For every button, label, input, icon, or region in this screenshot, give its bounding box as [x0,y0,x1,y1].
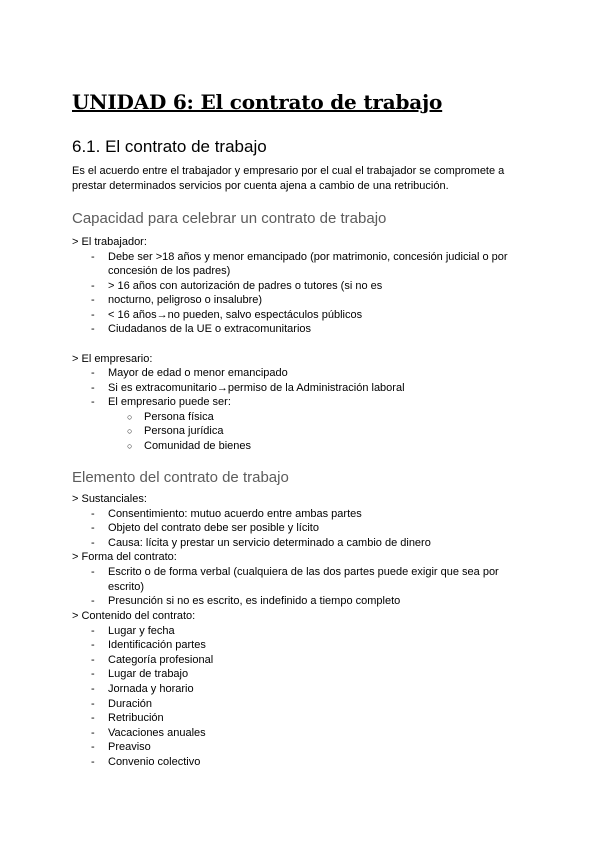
list-item: Duración [108,698,153,710]
dash-bullet: - [91,251,95,263]
list-item: escrito) [108,581,145,593]
list-item: Consentimiento: mutuo acuerdo entre ambas partes [108,508,362,520]
list-item: Si es extracomunitario→permiso de la Administración laboral [108,382,405,394]
dash-bullet: - [91,309,95,321]
trabajador-label: > El trabajador: [72,236,147,248]
dash-bullet: - [91,294,95,306]
list-item: Mayor de edad o menor emancipado [108,367,288,379]
dash-bullet: - [91,566,95,578]
list-item: concesión de los padres) [108,265,231,277]
list-item: Categoría profesional [108,654,214,666]
dash-bullet: - [91,625,95,637]
list-item: Debe ser >18 años y menor emancipado (por matrimonio, concesión judicial o por [108,251,508,263]
dash-bullet: - [91,741,95,753]
sub-list-item: Comunidad de bienes [144,440,252,452]
list-item: Escrito o de forma verbal (cualquiera de las dos partes puede exigir que sea por [108,566,499,578]
dash-bullet: - [91,382,95,394]
elemento-heading: Elemento del contrato de trabajo [72,469,289,486]
page-title: UNIDAD 6: El contrato de trabajo [72,90,443,114]
dash-bullet: - [91,280,95,292]
dash-bullet: - [91,508,95,520]
circle-bullet: ○ [127,426,133,436]
list-item: Retribución [108,712,164,724]
list-item: Jornada y horario [108,683,194,695]
sub-list-item: Persona física [144,411,214,423]
list-item: Causa: lícita y prestar un servicio determinado a cambio de dinero [108,537,431,549]
sub-list-item: Persona jurídica [144,425,224,437]
dash-bullet: - [91,727,95,739]
dash-bullet: - [91,668,95,680]
section-heading: 6.1. El contrato de trabajo [72,137,267,156]
list-item: Identificación partes [108,639,206,651]
dash-bullet: - [91,323,95,335]
contenido-label: > Contenido del contrato: [72,610,196,622]
list-item: Convenio colectivo [108,756,201,768]
list-item: Vacaciones anuales [108,727,206,739]
dash-bullet: - [91,537,95,549]
list-item: Preaviso [108,741,151,753]
dash-bullet: - [91,712,95,724]
list-item: < 16 años→no pueden, salvo espectáculos públicos [108,309,363,321]
dash-bullet: - [91,756,95,768]
list-item: Lugar de trabajo [108,668,189,680]
dash-bullet: - [91,595,95,607]
list-item: Ciudadanos de la UE o extracomunitarios [108,323,312,335]
forma-label: > Forma del contrato: [72,551,177,563]
list-item: El empresario puede ser: [108,396,231,408]
sustanciales-label: > Sustanciales: [72,493,147,505]
dash-bullet: - [91,698,95,710]
list-item: Presunción si no es escrito, es indefinido a tiempo completo [108,595,401,607]
dash-bullet: - [91,639,95,651]
circle-bullet: ○ [127,412,133,422]
dash-bullet: - [91,396,95,408]
empresario-label: > El empresario: [72,353,153,365]
dash-bullet: - [91,522,95,534]
capacidad-heading: Capacidad para celebrar un contrato de trabajo [72,210,387,227]
list-item: Objeto del contrato debe ser posible y lícito [108,522,319,534]
list-item: > 16 años con autorización de padres o tutores (si no es [108,280,383,292]
dash-bullet: - [91,367,95,379]
intro-paragraph-line: prestar determinados servicios por cuenta ajena a cambio de una retribución. [72,180,449,192]
list-item: nocturno, peligroso o insalubre) [108,294,263,306]
dash-bullet: - [91,654,95,666]
intro-paragraph-line: Es el acuerdo entre el trabajador y empresario por el cual el trabajador se compromete a [72,165,505,177]
list-item: Lugar y fecha [108,625,175,637]
dash-bullet: - [91,683,95,695]
circle-bullet: ○ [127,441,133,451]
